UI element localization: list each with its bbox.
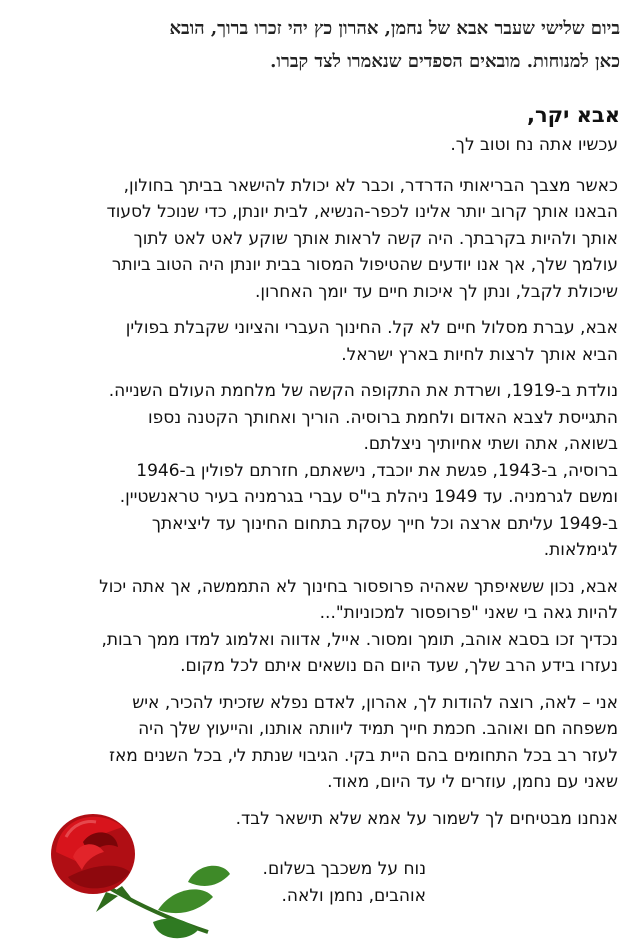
intro-heading <box>20 12 620 78</box>
text-line: להיות גאה בי שאני "פרופסור למכוניות"... <box>319 603 618 623</box>
signoff-line: אוהבים, נחמן ולאה. <box>281 886 426 906</box>
rose-sepal <box>96 892 118 912</box>
paragraph <box>18 574 618 680</box>
rose-leaf <box>158 889 213 913</box>
signoff <box>263 856 426 910</box>
text-line: עולמך שלך, אך אנו יודעים שהטיפול המסור בבית יונתן היה הטוב ביותר <box>111 255 618 275</box>
text-line: הבאנו אותך קרוב יותר אלינו לכפר-הנשיא, לבית יונתן, כדי שנוכל לסעוד <box>106 202 618 222</box>
text-line: ומשם לגרמניה. עד 1949 ניהלת בי"ס עברי בגרמניה בעיר טראנשטיין. <box>119 487 618 507</box>
text-line: אבא, נכון ששאיפתך שאהיה פרופסור בחינוך לא התממשה, אך אתה יכול <box>99 576 618 597</box>
text-line: עכשיו אתה נח וטוב לך. <box>450 135 618 155</box>
text-line: נולדת ב-1919, ושרדת את התקופה הקשה של מלחמת העולם השנייה. <box>108 381 618 401</box>
text-line: כאשר מצבך הבריאותי הדרדר, וכבר לא יכולת להישאר בביתך בחולון, <box>123 175 618 196</box>
intro-line: ביום שלישי שעבר אבא של נחמן, אהרון כץ יהי זכרו ברוך, הובא <box>169 18 620 39</box>
paragraph <box>18 132 618 159</box>
rose-image <box>38 792 238 942</box>
rose-leaf <box>153 918 198 938</box>
text-line: בשואה, אתה ושתי אחיותיך ניצלתם. <box>363 434 618 454</box>
text-line: אנחנו מבטיחים לך לשמור על אמא שלא תישאר לבד. <box>235 808 618 829</box>
paragraph <box>18 173 618 306</box>
text-line: נכדיך זכו בסבא אוהב, תומך ומסור. אייל, אדווה ואלמוג למדו ממך רבות, <box>101 629 618 650</box>
intro-line: כאן למנוחות. מובאים הספדים שנאמרו לצד קברו. <box>270 51 620 72</box>
text-line: אני – לאה, רוצה להודות לך, אהרון, לאדם נפלא שזכיתי להכיר, איש <box>132 692 618 713</box>
text-line: ב-1949 עליתם ארצה וכל חייך עסקת בתחום החינוך עד ליציאתך <box>151 513 618 534</box>
text-line: התגייסת לצבא האדום ולחמת ברוסיה. הוריך ואחותך הקטנה נספו <box>148 407 618 428</box>
signoff-line: נוח על משכבך בשלום. <box>262 859 426 879</box>
eulogy-body <box>18 132 618 842</box>
text-line: לעזר רב בכל התחומים בהם היית בקי. הגיבוי שנתת לי, בכל השנים מאז <box>109 745 618 766</box>
text-line: אותך ולהיות בקרבתך. היה קשה לראות אותך שוקע לאט לאט לתוך <box>133 228 618 249</box>
greeting: אבא יקר, <box>527 103 620 127</box>
text-line: ברוסיה, ב-1943, פגשת את יוכבד, נישאתם, חזרתם לפולין ב-1946 <box>136 460 618 481</box>
text-line: משפחה חם ואוהב. חכמת חייך תמיד ליוותה אותנו, והייעוץ שלך היה <box>138 719 618 739</box>
text-line: אבא, עברת מסלול חיים לא קל. החינוך העברי והציוני שקבלת בפולין <box>125 318 618 338</box>
paragraph <box>18 378 618 564</box>
text-line: לגימלאות. <box>543 540 618 560</box>
paragraph <box>18 690 618 796</box>
text-line: שאני עם נחמן, עוזרים לי עד היום, מאוד. <box>327 772 618 792</box>
text-line: נעזרו בידע הרב שלך, שעד היום הם נושאים איתם לכל מקום. <box>180 656 618 676</box>
text-line: שיכולת לקבל, ונתן לך איכות חיים עד יומך האחרון. <box>254 281 618 302</box>
text-line: הביא אותך לרצות לחיות בארץ ישראל. <box>341 344 618 365</box>
rose-leaf <box>188 866 230 886</box>
paragraph <box>18 315 618 368</box>
